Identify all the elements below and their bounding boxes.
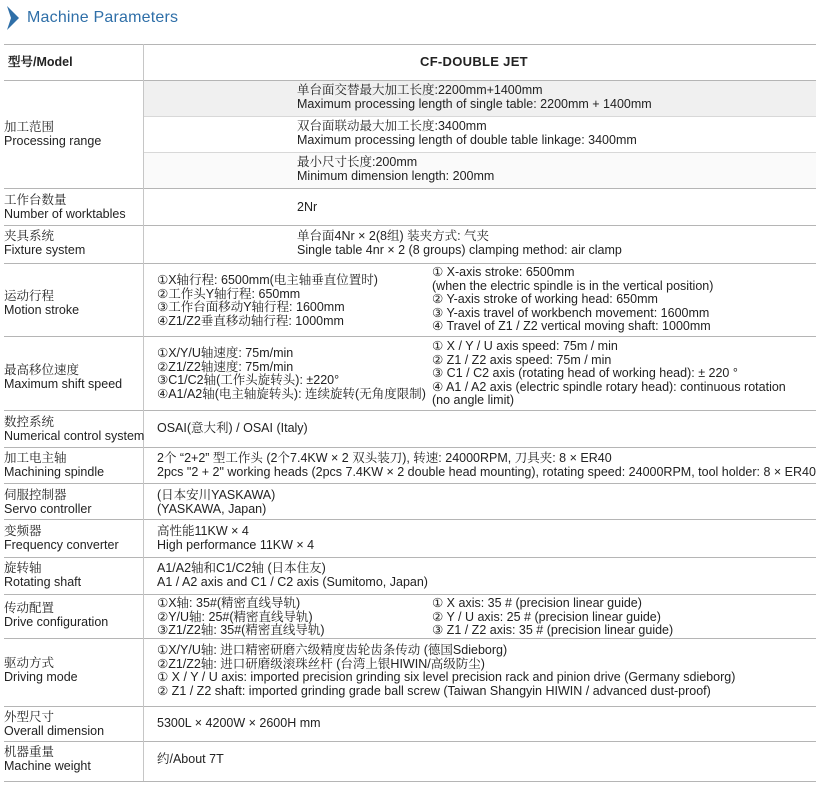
servo-label: 伺服控制器 Servo controller — [4, 488, 92, 516]
worktables-value: 2Nr — [297, 200, 318, 214]
dimension-value: 5300L × 4200W × 2600H mm — [157, 716, 321, 730]
shift-right: ① X / Y / U axis speed: 75m / min ② Z1 / Z2 axis speed: 75m / min ③ C1 / C2 axis (rotating head of working head): ± 220 ° ④ A1 / A2 axis (electric spindle rotary head): continuous rotation (no angle limit) — [432, 339, 786, 407]
weight-value: 约/About 7T — [157, 752, 224, 766]
chevron-right-icon — [4, 5, 22, 31]
freq-label: 变频器 Frequency converter — [4, 524, 119, 552]
model-value: CF-DOUBLE JET — [420, 54, 528, 69]
drive-left: ①X轴: 35#(精密直线导轨) ②Y/U轴: 25#(精密直线导轨) ③Z1/Z2轴: 35#(精密直线导轨) — [157, 596, 325, 637]
driving-label: 驱动方式 Driving mode — [4, 656, 78, 684]
drive-right: ① X axis: 35 # (precision linear guide) ② Y / U axis: 25 # (precision linear guide) ③ Z1 / Z2 axis: 35 # (precision linear guide) — [432, 596, 674, 637]
model-label: 型号/Model — [8, 55, 73, 69]
dimension-label: 外型尺寸 Overall dimension — [4, 710, 105, 738]
processing-item-min: 最小尺寸长度:200mm Minimum dimension length: 200mm — [297, 155, 495, 183]
weight-label: 机器重量 Machine weight — [4, 745, 91, 773]
fixture-value: 单台面4Nr × 2(8组) 装夹方式: 气夹 Single table 4nr × 2 (8 groups) clamping method: air clamp — [297, 229, 622, 257]
drive-label: 传动配置 Drive configuration — [4, 601, 109, 629]
motion-left: ①X轴行程: 6500mm(电主轴垂直位置时) ②工作头Y轴行程: 650mm ③工作台面移动Y轴行程: 1600mm ④Z1/Z2垂直移动轴行程: 1000mm — [157, 273, 378, 328]
shift-left: ①X/Y/U轴速度: 75m/min ②Z1/Z2轴速度: 75m/min ③C1/C2轴(工作头旋转头): ±220° ④A1/A2轴(电主轴旋转头): 连续旋转(无角度限制) — [157, 346, 426, 401]
section-title: Machine Parameters — [27, 9, 179, 26]
spindle-label: 加工电主轴 Machining spindle — [4, 451, 105, 479]
rotating-value: A1/A2轴和C1/C2轴 (日本住友) A1 / A2 axis and C1 / C2 axis (Sumitomo, Japan) — [157, 561, 428, 589]
worktables-label: 工作台数量 Number of worktables — [4, 193, 126, 221]
nc-value: OSAI(意大利) / OSAI (Italy) — [157, 421, 308, 435]
rotating-label: 旋转轴 Rotating shaft — [4, 561, 82, 589]
processing-item-double: 双台面联动最大加工长度:3400mm Maximum processing length of double table linkage: 3400mm — [297, 119, 637, 147]
freq-value: 高性能11KW × 4 High performance 11KW × 4 — [157, 524, 315, 552]
shift-label: 最高移位速度 Maximum shift speed — [4, 363, 123, 391]
driving-value: ①X/Y/U轴: 进口精密研磨六级精度齿轮齿条传动 (德国Sdieborg) ②Z1/Z2轴: 进口研磨级滚珠丝杆 (台湾上银HIWIN/高级防尘) ① X / Y / U axis: imported precision grinding six level precision rack and pinion drive (Germany sdieborg) ② Z1 / Z2 shaft: imported grinding grade ball screw (Taiwan Shangyin HIWIN / advanced dust-proof) — [157, 643, 736, 698]
servo-value: (日本安川YASKAWA) (YASKAWA, Japan) — [157, 488, 276, 516]
processing-label: 加工范围 Processing range — [4, 120, 102, 148]
fixture-label: 夹具系统 Fixture system — [4, 229, 86, 257]
processing-item-single: 单台面交替最大加工长度:2200mm+1400mm Maximum processing length of single table: 2200mm + 1400mm — [297, 83, 652, 111]
motion-label: 运动行程 Motion stroke — [4, 289, 80, 317]
nc-label: 数控系统 Numerical control system — [4, 415, 145, 443]
section-header — [0, 0, 819, 36]
spindle-value: 2个 “2+2” 型工作头 (2个7.4KW × 2 双头装刀), 转速: 24000RPM, 刀具夹: 8 × ER40 2pcs "2 + 2" working heads (2pcs 7.4KW × 2 double head mounting), rotating speed: 24000RPM, tool holder: 8 × ER40 — [157, 451, 816, 479]
motion-right: ① X-axis stroke: 6500mm (when the electric spindle is in the vertical position) ② Y-axis stroke of working head: 650mm ③ Y-axis travel of workbench movement: 1600mm ④ Travel of Z1 / Z2 vertical moving shaft: 1000mm — [432, 265, 714, 333]
